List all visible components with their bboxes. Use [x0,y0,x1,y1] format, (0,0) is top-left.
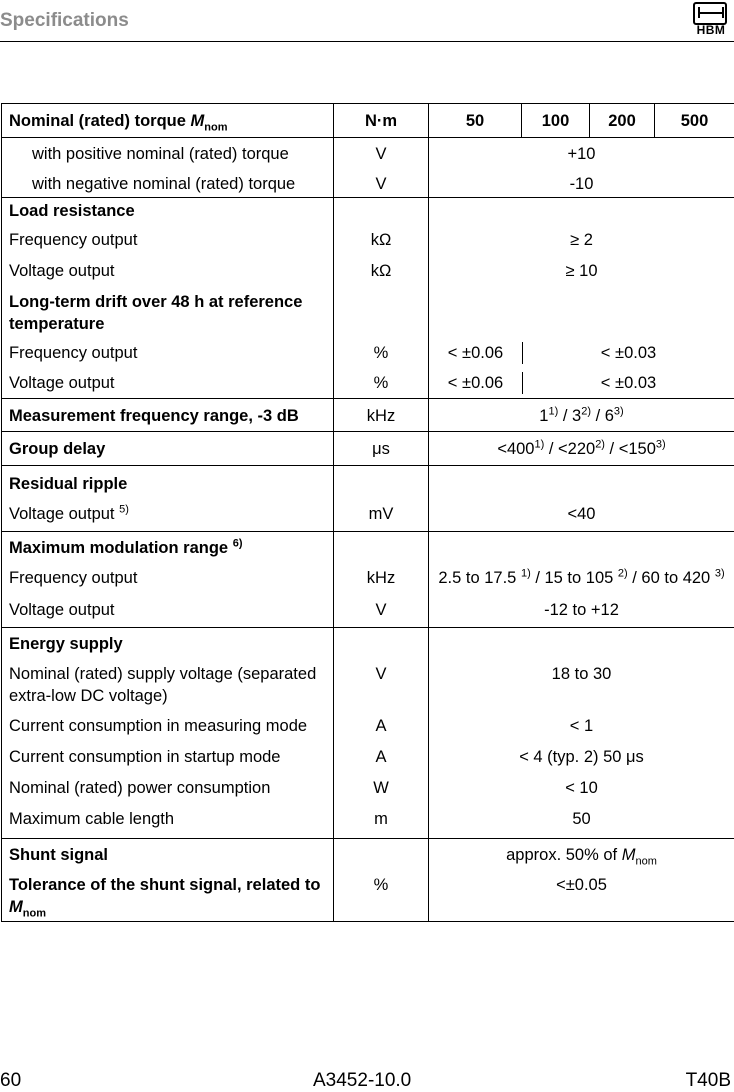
shunt-signal-value: approx. 50% of $M_{nom}$ [429,839,734,875]
row-unit: V [334,138,429,166]
shunt-tolerance-label: Tolerance of the shunt signal, related to $M_{nom}$ [2,874,334,922]
row-label: Current consumption in measuring mode [2,715,334,746]
row-label: Voltage output [2,260,334,291]
row-unit: % [334,368,429,399]
table-row [2,466,734,504]
footer-product: T40B [686,1070,731,1092]
group-delay-value: $<400^{1)} / <220^{2)} / <150^{3)}$ [429,432,734,466]
row-label: Voltage output [2,368,334,399]
table-row [2,715,734,746]
section-title-ripple: Residual ripple [2,466,334,504]
row-value: < 10 [429,777,734,808]
row-label: Voltage output $^{5)}$ [2,503,334,532]
table-row [2,138,734,166]
row-value: 18 to 30 [429,663,734,715]
table-row [2,399,734,432]
section-title-load: Load resistance [2,198,334,230]
table-row [2,337,734,368]
row-value: ≥ 2 [429,229,734,260]
row-value-50: < ±0.06 [429,342,523,364]
row-label: Frequency output [2,229,334,260]
row-label: Frequency output [2,337,334,368]
row-unit: A [334,715,429,746]
modulation-frequency-value: 2.5 to 17.5 $^{1)}$ / 15 to 105 $^{2)}$ / 60 to 420 $^{3)}$ [429,567,734,599]
torque-col-100: 100 [522,104,590,138]
row-unit: μs [334,432,429,466]
row-unit: kHz [334,399,429,432]
row-unit: V [334,663,429,715]
table-row [2,808,734,839]
row-label: Nominal (rated) supply voltage (separated extra-low DC voltage) [2,663,334,715]
row-unit: m [334,808,429,839]
table-row [2,874,734,922]
row-label: Nominal (rated) power consumption [2,777,334,808]
table-row [2,503,734,532]
row-value: < 4 (typ. 2) 50 μs [429,746,734,777]
row-value-100-500: < ±0.03 [523,342,734,364]
table-row [2,628,734,664]
page-header-title: Specifications [0,10,129,32]
torque-col-500: 500 [655,104,734,138]
table-row [2,432,734,466]
hbm-logo-text: HBM [691,23,731,37]
hbm-logo-mark [693,2,727,25]
specifications-table [1,103,734,922]
table-row [2,368,734,399]
table-header-row [2,104,734,138]
row-unit: kΩ [334,260,429,291]
group-delay-label: Group delay [2,432,334,466]
row-value: <40 [429,503,734,532]
torque-header-label: Nominal (rated) torque $M_{nom}$ [2,104,334,138]
torque-header-unit: N·m [334,104,429,138]
table-row [2,746,734,777]
table-row [2,198,734,230]
footer-document-id: A3452-10.0 [313,1070,411,1092]
row-unit: % [334,874,429,922]
section-title-energy: Energy supply [2,628,334,664]
row-unit: V [334,165,429,198]
row-unit: A [334,746,429,777]
row-value: 50 [429,808,734,839]
table-row [2,532,734,568]
footer-page-number: 60 [0,1070,21,1092]
shunt-signal-label: Shunt signal [2,839,334,875]
torque-col-200: 200 [590,104,655,138]
header-rule [0,41,734,42]
measurement-frequency-value: 1$^{1)}$ / 3$^{2)}$ / 6$^{3)}$ [429,399,734,432]
row-label: with positive nominal (rated) torque [2,138,334,166]
row-value: < 1 [429,715,734,746]
row-label: with negative nominal (rated) torque [2,165,334,198]
row-unit: mV [334,503,429,532]
table-row [2,663,734,715]
row-value: ≥ 10 [429,260,734,291]
row-unit: % [334,337,429,368]
row-label: Current consumption in startup mode [2,746,334,777]
row-unit: kΩ [334,229,429,260]
table-row [2,777,734,808]
row-value: -10 [429,165,734,198]
row-unit: kHz [334,567,429,599]
row-value: -12 to +12 [429,599,734,628]
row-value: +10 [429,138,734,166]
row-label: Maximum cable length [2,808,334,839]
row-value-50: < ±0.06 [429,372,523,394]
torque-col-50: 50 [429,104,522,138]
row-label: Frequency output [2,567,334,599]
row-value-100-500: < ±0.03 [523,372,734,394]
table-row [2,567,734,599]
row-label: Voltage output [2,599,334,628]
row-unit: V [334,599,429,628]
table-row [2,229,734,260]
measurement-frequency-label: Measurement frequency range, -3 dB [2,399,334,432]
section-title-drift: Long-term drift over 48 h at reference temperature [2,291,334,337]
table-row [2,291,734,337]
table-row [2,839,734,875]
table-row [2,599,734,628]
hbm-logo [691,2,731,36]
table-row [2,165,734,198]
row-unit: W [334,777,429,808]
table-row [2,260,734,291]
section-title-modulation: Maximum modulation range $^{6)}$ [2,532,334,568]
shunt-tolerance-value: <±0.05 [429,874,734,922]
